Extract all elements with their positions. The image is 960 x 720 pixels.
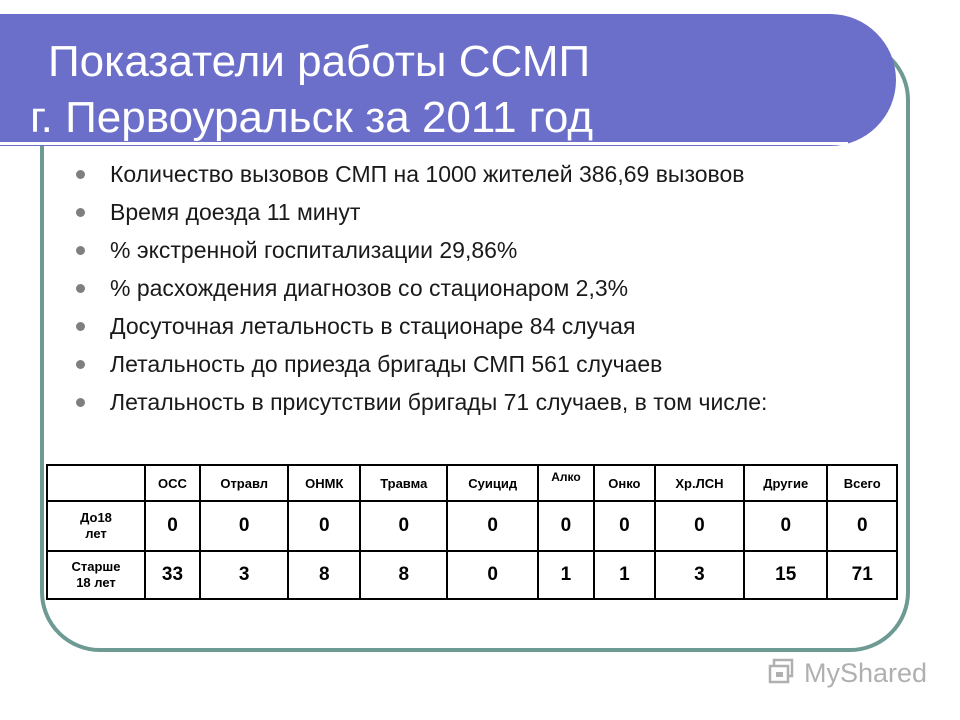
title-band [0, 14, 896, 146]
table-cell: 15 [744, 551, 827, 599]
table-cell: 0 [827, 501, 897, 551]
row-label-line2: лет [85, 526, 107, 541]
title-underline [0, 142, 848, 145]
table-header-cell: Онко [594, 465, 655, 501]
bullet-dot-icon [76, 322, 85, 331]
table-header-cell: Хр.ЛСН [655, 465, 744, 501]
row-label-line1: До18 [80, 510, 112, 525]
bullet-text: Летальность в присутствии бригады 71 случаев, в том числе: [110, 389, 768, 415]
table-header-cell: Травма [360, 465, 447, 501]
slide-title-line2: г. Первоуральск за 2011 год [30, 93, 594, 142]
table-row [47, 501, 897, 551]
bullet-list [74, 160, 864, 426]
bullet-item [74, 274, 864, 303]
bullet-item [74, 312, 864, 341]
slide-title-line1: Показатели работы ССМП [48, 37, 591, 86]
bullet-dot-icon [76, 246, 85, 255]
bullet-text: Количество вызовов СМП на 1000 жителей 386,69 вызовов [110, 161, 745, 187]
myshared-brand-text: MyShared [804, 658, 928, 688]
table-cell: 0 [594, 501, 655, 551]
table-corner-cell [47, 465, 145, 501]
table-cell: 3 [200, 551, 288, 599]
bullet-item [74, 198, 864, 227]
table-cell: 33 [145, 551, 200, 599]
table-header-cell: ОСС [145, 465, 200, 501]
bullet-text: Досуточная летальность в стационаре 84 случая [110, 313, 636, 339]
bullet-dot-icon [76, 170, 85, 179]
bullet-item [74, 160, 864, 189]
table-cell: 0 [200, 501, 288, 551]
table-header-cell: Другие [744, 465, 827, 501]
bullet-item [74, 350, 864, 379]
table-header-cell: ОНМК [288, 465, 360, 501]
table-cell: 0 [360, 501, 447, 551]
myshared-logo-icon [768, 658, 796, 686]
table-cell: 3 [655, 551, 744, 599]
table-cell: 0 [447, 551, 537, 599]
table-cell: 8 [360, 551, 447, 599]
bullet-text: Время доезда 11 минут [110, 199, 361, 225]
row-label-line2: 18 лет [76, 575, 116, 590]
bullet-item [74, 388, 800, 417]
bullet-dot-icon [76, 360, 85, 369]
table-cell: 0 [288, 501, 360, 551]
bullet-dot-icon [76, 398, 85, 407]
table-row [47, 551, 897, 599]
row-label-line1: Старше [71, 559, 121, 574]
table-header-cell: Всего [827, 465, 897, 501]
table-cell: 1 [594, 551, 655, 599]
mortality-table [46, 464, 898, 600]
table-cell: 0 [655, 501, 744, 551]
table-cell: 8 [288, 551, 360, 599]
table-cell: 0 [145, 501, 200, 551]
table-row-label [47, 551, 145, 599]
bullet-text: % экстренной госпитализации 29,86% [110, 237, 518, 263]
table-header-cell: Суицид [447, 465, 537, 501]
myshared-watermark[interactable] [768, 654, 938, 694]
table-cell: 0 [538, 501, 594, 551]
bullet-text: Летальность до приезда бригады СМП 561 случаев [110, 351, 663, 377]
bullet-dot-icon [76, 284, 85, 293]
bullet-text: % расхождения диагнозов со стационаром 2,3% [110, 275, 629, 301]
table-header-cell: Алко [538, 465, 594, 501]
table-header-row [47, 465, 897, 501]
table-cell: 0 [447, 501, 537, 551]
bullet-item [74, 236, 864, 265]
table-cell: 1 [538, 551, 594, 599]
table-cell: 71 [827, 551, 897, 599]
table-header-cell: Отравл [200, 465, 288, 501]
table-row-label [47, 501, 145, 551]
bullet-dot-icon [76, 208, 85, 217]
table-cell: 0 [744, 501, 827, 551]
